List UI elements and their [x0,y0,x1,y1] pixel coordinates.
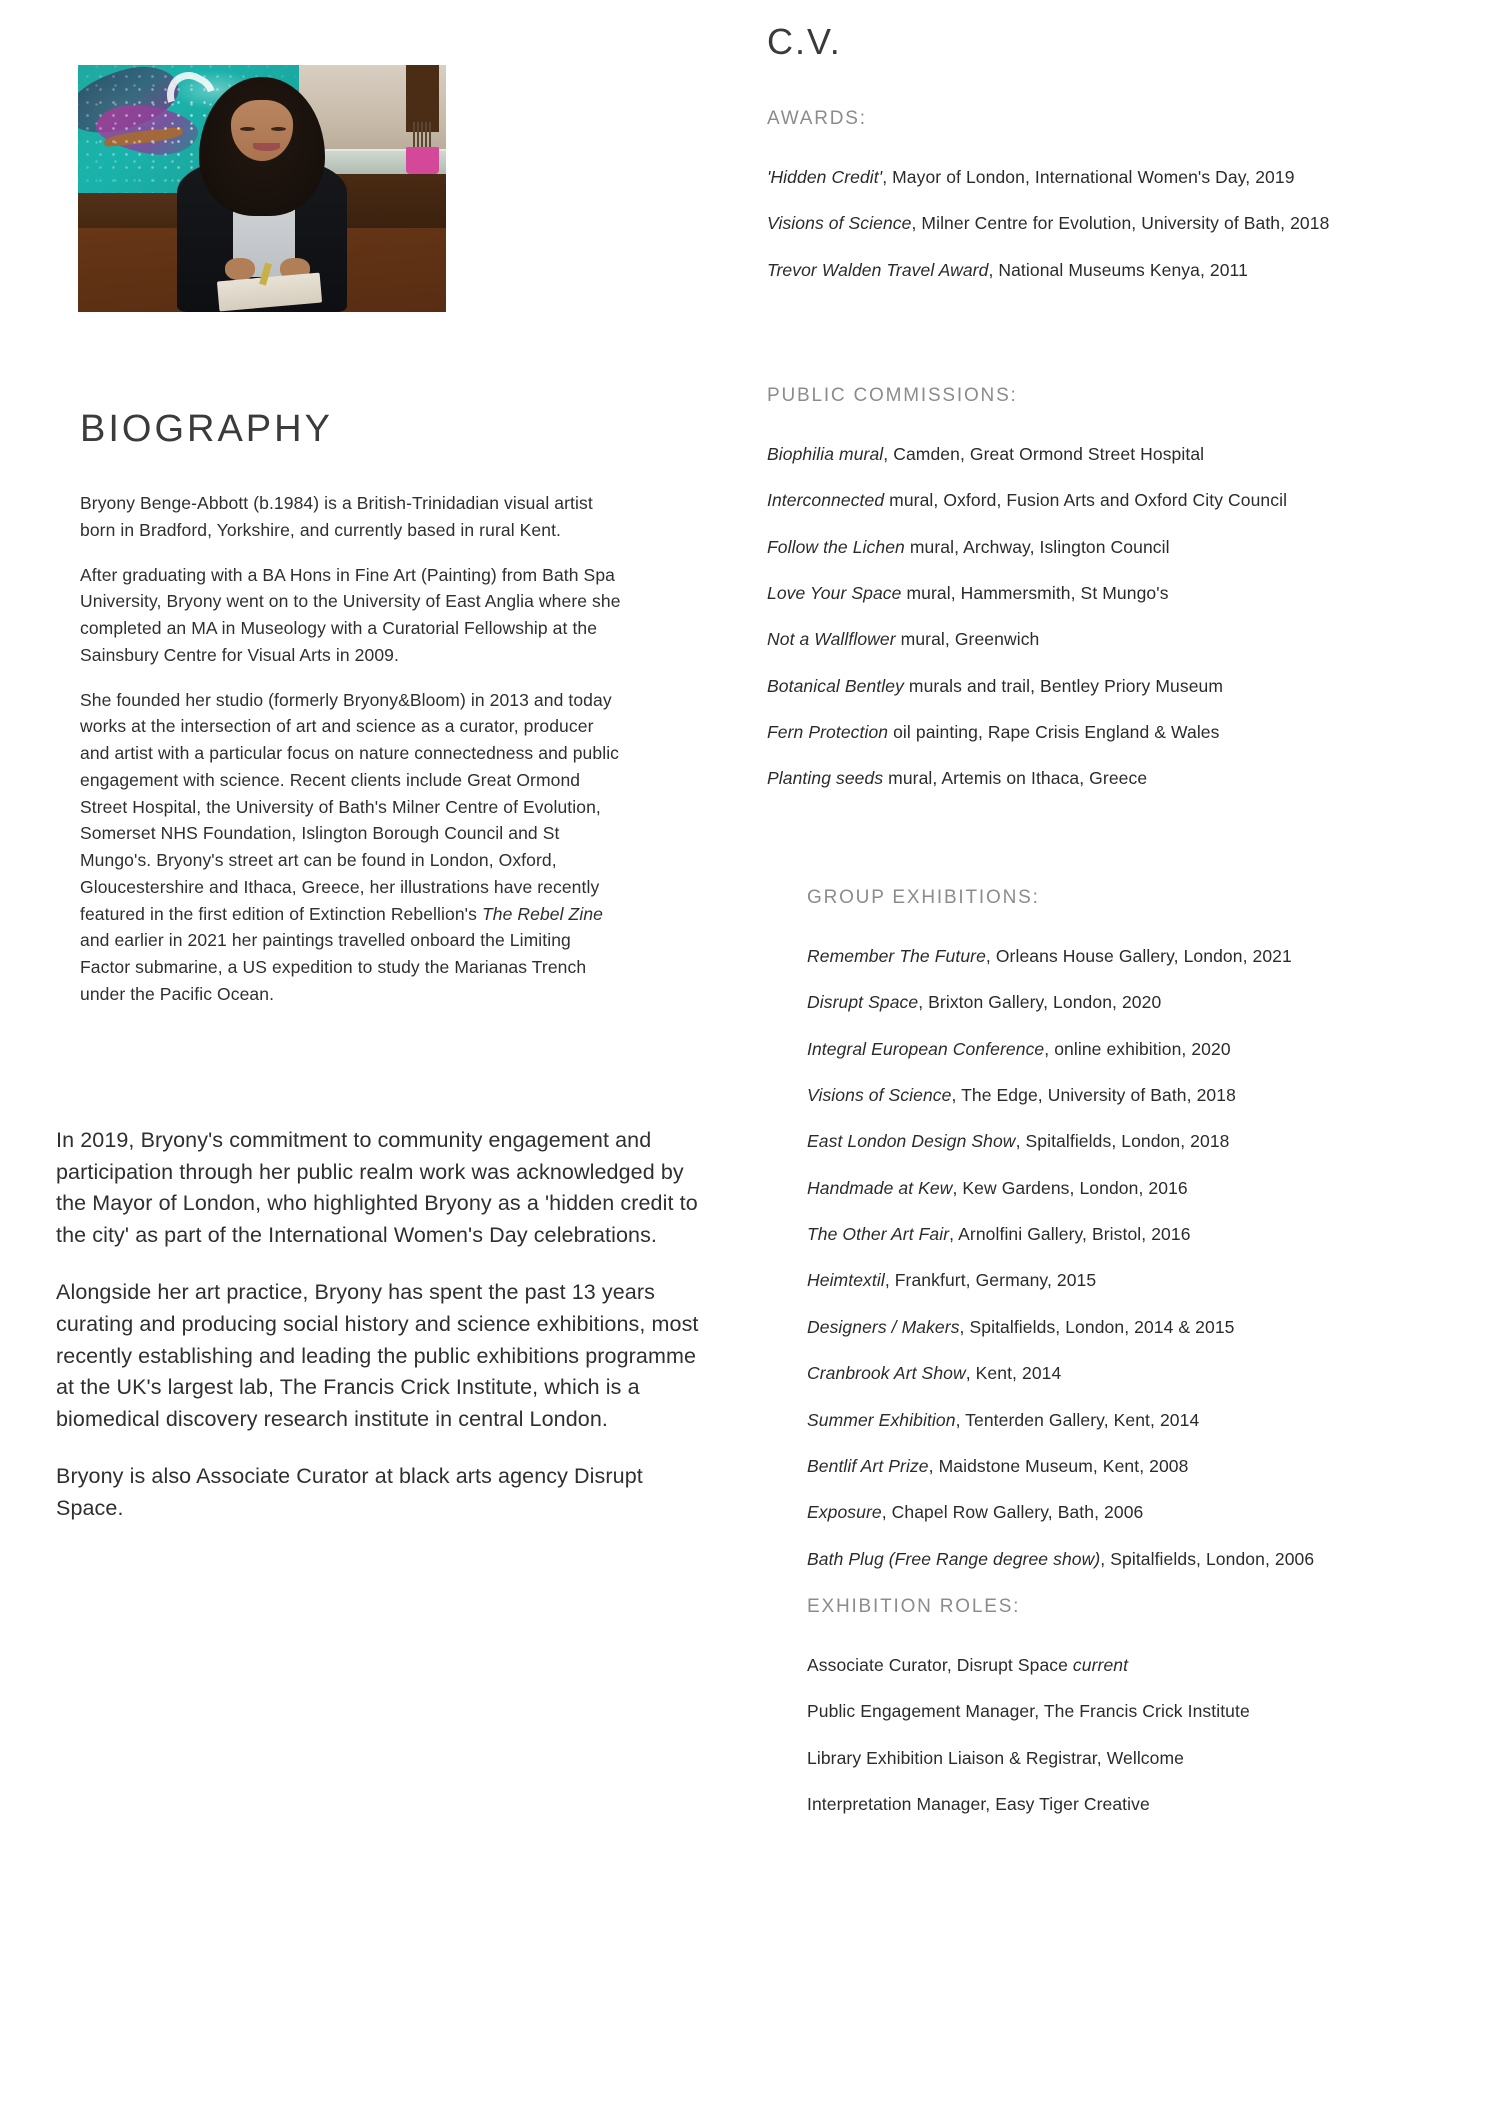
cv-item-title: Biophilia mural [767,443,884,464]
cv-heading: C.V. [767,21,842,62]
cv-list-item [767,442,1387,467]
exhibition-roles-list [807,1653,1427,1818]
cv-item-detail: , Kent, 2014 [965,1363,1062,1384]
exhibition-roles-heading: EXHIBITION ROLES: [807,1596,1021,1617]
cv-item-detail: , Spitalfields, London, 2018 [1015,1131,1230,1152]
cv-list-item [807,990,1427,1015]
figure-hand-left [225,258,254,280]
publication-title: The Rebel Zine [481,903,603,924]
cv-list-item [767,211,1367,236]
cv-item-detail: , Tenterden Gallery, Kent, 2014 [955,1409,1200,1430]
cv-item-detail: , Spitalfields, London, 2014 & 2015 [959,1316,1235,1337]
biography-paragraph: In 2019, Bryony's commitment to community engagement and participation through her public realm work was acknowledged by the Mayor of London, who highlighted Bryony as a 'hidden credit to the city' as part of the International Women's Day celebrations. [56,1128,698,1247]
cv-item-title: Fern Protection [767,722,889,743]
pink-pot [406,147,439,174]
figure-eye-left [240,127,255,131]
cv-list-item [767,627,1387,652]
cv-list-item [767,535,1387,560]
cv-item-title: Trevor Walden Travel Award [767,259,989,280]
cv-item-title: The Other Art Fair [807,1224,950,1245]
cv-list-item [767,674,1387,699]
cv-item-detail: , The Edge, University of Bath, 2018 [951,1084,1236,1105]
cv-item-detail: Library Exhibition Liaison & Registrar, Wellcome [807,1747,1184,1768]
cv-item-title: Botanical Bentley [767,675,904,696]
cv-item-detail: mural, Archway, Islington Council [904,536,1170,557]
cv-item-detail: , Milner Centre for Evolution, University of Bath, 2018 [911,213,1330,234]
cv-item-detail: mural, Oxford, Fusion Arts and Oxford City Council [884,490,1288,511]
cv-item-title: Designers / Makers [807,1316,960,1337]
cv-item-title: Not a Wallflower [767,629,896,650]
cv-list-item [807,1547,1427,1572]
cv-list-item [807,1037,1427,1062]
cv-list-item [807,1500,1427,1525]
cv-item-detail: , National Museums Kenya, 2011 [988,259,1248,280]
cv-item-title: Summer Exhibition [807,1409,956,1430]
cv-item-title: Bath Plug (Free Range degree show) [807,1548,1101,1569]
cv-list-item [767,258,1367,283]
biography-intro-text [80,490,625,1026]
cv-list-item [807,1454,1427,1479]
cv-list-item [807,1699,1427,1724]
cv-item-detail: , online exhibition, 2020 [1044,1038,1231,1059]
cv-item-detail: , Spitalfields, London, 2006 [1100,1548,1315,1569]
cv-item-detail: mural, Greenwich [895,629,1040,650]
cv-column [740,0,1500,2122]
cv-item-title: Planting seeds [767,768,884,789]
awards-heading: AWARDS: [767,108,867,129]
cv-item-detail: Associate Curator, Disrupt Space [807,1654,1073,1675]
group-exhibitions-heading: GROUP EXHIBITIONS: [807,887,1040,908]
public-commissions-heading: PUBLIC COMMISSIONS: [767,385,1018,406]
cv-section-exhibition-roles [807,1596,1427,1817]
cv-item-title: Bentlif Art Prize [807,1455,929,1476]
cv-list-item [807,1083,1427,1108]
cv-list-item [807,944,1427,969]
figure-smile [253,143,281,151]
cv-item-detail: , Orleans House Gallery, London, 2021 [985,945,1292,966]
cv-item-detail: murals and trail, Bentley Priory Museum [903,675,1224,696]
cv-list-item [807,1268,1427,1293]
biography-body-text [56,1125,706,1551]
cv-section-group-exhibitions [807,887,1427,1572]
cv-section-awards [767,108,1367,283]
cv-item-status: current [1072,1654,1129,1675]
cv-item-detail: , Chapel Row Gallery, Bath, 2006 [881,1502,1144,1523]
cv-item-detail: , Maidstone Museum, Kent, 2008 [928,1455,1189,1476]
public-commissions-list [767,442,1387,792]
biography-paragraph: She founded her studio (formerly Bryony&Bloom) in 2013 and today works at the intersection of art and science as a curator, producer and artist with a particular focus on nature connectedness and public engagement with science. Recent clients include Great Ormond Street Hospital, the University of Bath's Milner Centre of Evolution, Somerset NHS Foundation, Islington Borough Council and St Mungo's. Bryony's street art can be found in London, Oxford, Gloucestershire and Ithaca, Greece, her illustrations have recently featured in the first edition of Extinction Rebellion's The Rebel Zine and earlier in 2021 her paintings travelled onboard the Limiting Factor submarine, a US expedition to study the Marianas Trench under the Pacific Ocean. [80,689,620,1005]
cv-item-title: Disrupt Space [807,992,919,1013]
cv-list-item [767,720,1387,745]
cv-list-item [807,1222,1427,1247]
cv-section-public-commissions [767,385,1387,792]
cv-list-item [767,581,1387,606]
cv-item-title: 'Hidden Credit' [767,166,883,187]
cv-item-title: Follow the Lichen [767,536,905,557]
biography-paragraph: Bryony is also Associate Curator at black arts agency Disrupt Space. [56,1464,643,1520]
cv-item-detail: , Frankfurt, Germany, 2015 [884,1270,1097,1291]
group-exhibitions-list [807,944,1427,1572]
cv-list-item [807,1408,1427,1433]
cv-item-title: Heimtextil [807,1270,885,1291]
cv-list-item [807,1315,1427,1340]
cv-item-detail: Interpretation Manager, Easy Tiger Creative [807,1793,1150,1814]
cv-item-title: Handmade at Kew [807,1177,953,1198]
biography-paragraph: After graduating with a BA Hons in Fine Art (Painting) from Bath Spa University, Bryony went on to the University of East Anglia where she completed an MA in Museology with a Curatorial Fellowship at the Sainsbury Centre for Visual Arts in 2009. [80,564,621,665]
biography-heading: BIOGRAPHY [80,408,333,450]
cv-item-detail: Public Engagement Manager, The Francis Crick Institute [807,1701,1250,1722]
cv-list-item [807,1653,1427,1678]
cv-item-title: Exposure [807,1502,882,1523]
cv-item-detail: mural, Hammersmith, St Mungo's [901,582,1169,603]
cv-item-detail: , Mayor of London, International Women's Day, 2019 [882,166,1295,187]
cv-list-item [767,766,1387,791]
cv-item-detail: , Arnolfini Gallery, Bristol, 2016 [949,1224,1191,1245]
cv-list-item [807,1792,1427,1817]
cv-item-detail: , Kew Gardens, London, 2016 [952,1177,1188,1198]
cv-item-title: Love Your Space [767,582,902,603]
photo-canvas [78,65,446,312]
cv-list-item [767,488,1387,513]
cv-list-item [807,1361,1427,1386]
biography-paragraph: Alongside her art practice, Bryony has spent the past 13 years curating and producing social history and science exhibitions, most recently establishing and leading the public exhibitions programme at the UK's largest lab, The Francis Crick Institute, which is a biomedical discovery research institute in central London. [56,1280,699,1431]
cv-item-title: Visions of Science [807,1084,952,1105]
cv-list-item [767,165,1367,190]
cv-item-title: East London Design Show [807,1131,1016,1152]
cv-item-title: Integral European Conference [807,1038,1045,1059]
cv-item-title: Remember The Future [807,945,986,966]
artist-portrait-photo [78,65,446,312]
cv-list-item [807,1746,1427,1771]
cv-item-detail: , Brixton Gallery, London, 2020 [918,992,1162,1013]
awards-list [767,165,1367,283]
cv-list-item [807,1129,1427,1154]
figure-eye-right [271,127,286,131]
cv-item-detail: oil painting, Rape Crisis England & Wales [888,722,1220,743]
cv-list-item [807,1176,1427,1201]
cv-item-detail: mural, Artemis on Ithaca, Greece [883,768,1148,789]
cv-item-title: Cranbrook Art Show [807,1363,966,1384]
left-column [0,0,740,2122]
cv-item-title: Visions of Science [767,213,912,234]
cv-item-detail: , Camden, Great Ormond Street Hospital [883,443,1205,464]
biography-paragraph: Bryony Benge-Abbott (b.1984) is a British-Trinidadian visual artist born in Bradford, Yorkshire, and currently based in rural Kent. [80,493,593,540]
cv-item-title: Interconnected [767,490,885,511]
